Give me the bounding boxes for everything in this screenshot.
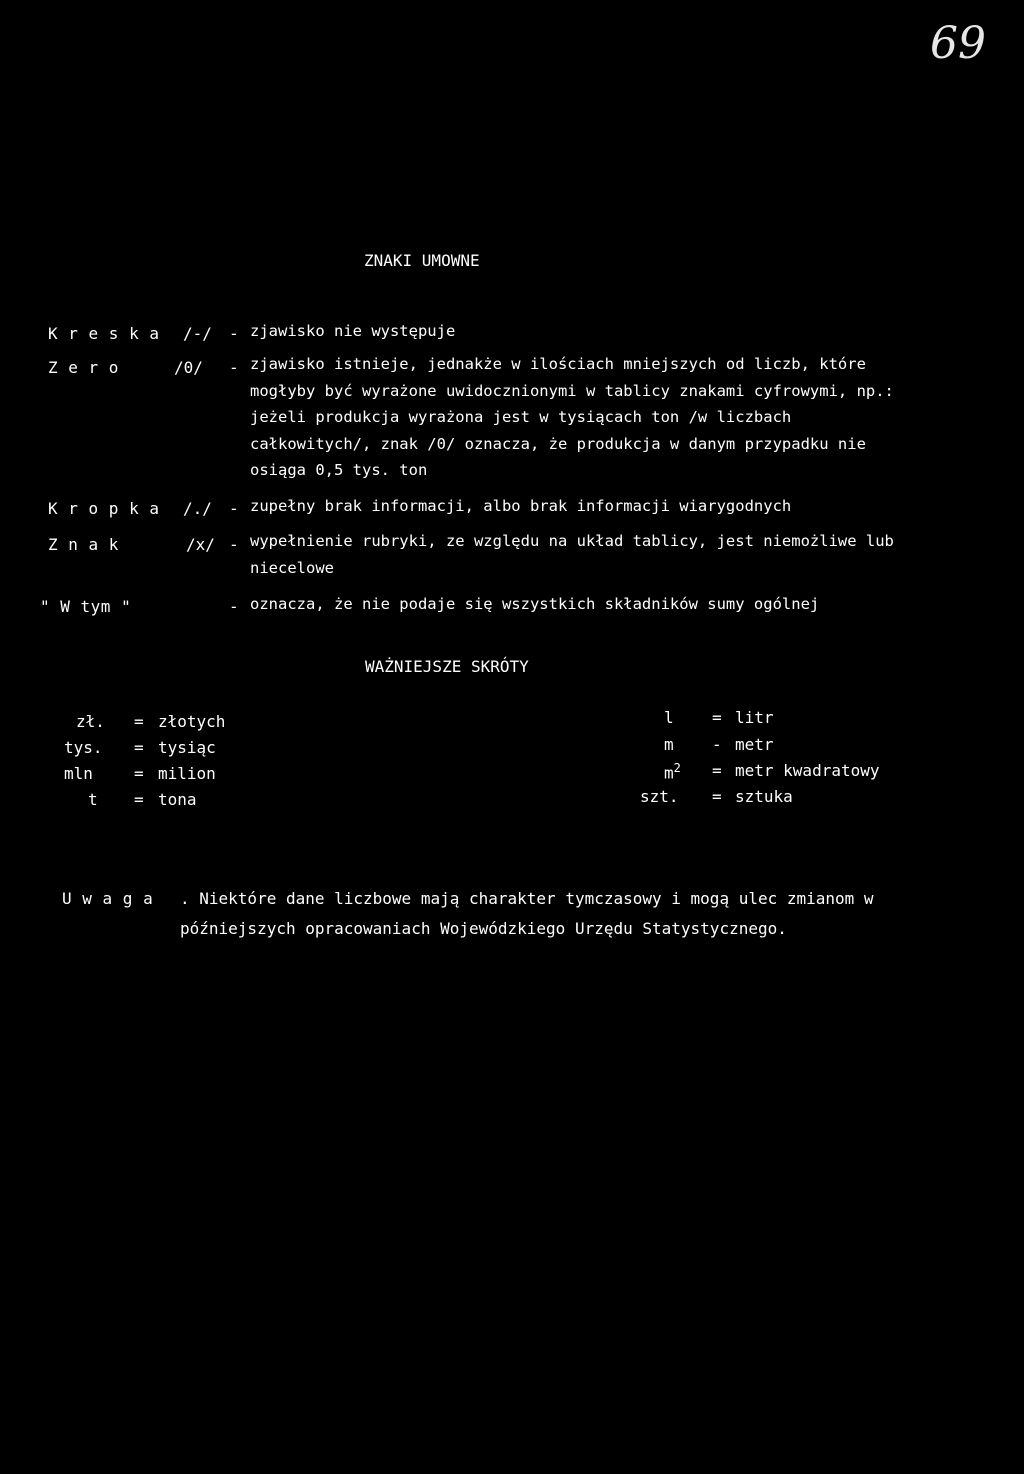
sign-term: Z e r o: [48, 358, 119, 377]
note-label: U w a g a: [62, 889, 154, 908]
sign-symbol: /x/: [186, 535, 215, 554]
sign-symbol: /./: [183, 499, 212, 518]
abbr-equals: =: [134, 712, 144, 731]
abbr-meaning: metr: [735, 735, 774, 754]
abbr-term: m: [664, 763, 674, 783]
abbr-meaning: metr kwadratowy: [735, 761, 880, 780]
abbr-equals: =: [712, 787, 722, 806]
sign-description: oznacza, że nie podaje się wszystkich składników sumy ogólnej: [250, 595, 820, 613]
page-title: ZNAKI UMOWNE: [364, 251, 480, 270]
sign-symbol: /0/: [174, 358, 203, 377]
sign-dash: -: [229, 358, 239, 377]
sign-dash: -: [229, 535, 239, 554]
sign-description: zjawisko nie występuje: [250, 322, 456, 340]
abbr-term: tys.: [64, 738, 103, 757]
abbr-equals: =: [712, 708, 722, 727]
sign-description: zupełny brak informacji, albo brak informacji wiarygodnych: [250, 497, 792, 515]
abbr-term: l: [664, 708, 674, 727]
note-text: . Niektóre dane liczbowe mają charakter tymczasowy i mogą ulec zmianom w późniejszych opracowaniach Wojewódzkiego Urzędu Statystycznego.: [180, 889, 874, 938]
abbr-term: m: [664, 735, 674, 754]
abbr-equals: =: [134, 790, 144, 809]
abbr-term-squared: [664, 761, 681, 782]
sign-dash: -: [229, 499, 239, 518]
abbreviations-title: WAŻNIEJSZE SKRÓTY: [365, 657, 529, 676]
page-number: 69: [930, 18, 986, 69]
abbr-term: mln: [64, 764, 93, 783]
sign-dash: -: [229, 324, 239, 343]
abbr-term: zł.: [76, 712, 105, 731]
abbr-meaning: litr: [735, 708, 774, 727]
abbr-term: t: [88, 790, 98, 809]
abbr-equals: =: [134, 764, 144, 783]
abbr-meaning: złotych: [158, 712, 226, 731]
abbr-equals: -: [712, 735, 722, 754]
abbr-term: szt.: [640, 787, 679, 806]
sign-term: Z n a k: [48, 535, 119, 554]
sign-term: " W tym ": [40, 597, 132, 616]
abbr-meaning: tona: [158, 790, 197, 809]
abbr-equals: =: [712, 761, 722, 780]
sign-dash: -: [229, 597, 239, 616]
abbr-meaning: tysiąc: [158, 738, 216, 757]
abbr-meaning: milion: [158, 764, 216, 783]
sign-symbol: /-/: [183, 324, 212, 343]
sign-term: K r e s k a: [48, 324, 160, 343]
sign-description: zjawisko istnieje, jednakże w ilościach mniejszych od liczb, które mogłyby być wyrażone uwidocznionymi w tablicy znakami cyfrowymi, np.: jeżeli produkcja wyrażona jest w tysiącach ton /w liczbach całkowitych/, znak /0/ oznacza, że produkcja w danym przypadku nie osiąga 0,5 tys. ton: [250, 355, 894, 479]
superscript: 2: [673, 761, 681, 775]
sign-term: K r o p k a: [48, 499, 160, 518]
abbr-equals: =: [134, 738, 144, 757]
abbr-meaning: sztuka: [735, 787, 793, 806]
sign-description: wypełnienie rubryki, ze względu na układ tablicy, jest niemożliwe lub niecelowe: [250, 532, 894, 577]
